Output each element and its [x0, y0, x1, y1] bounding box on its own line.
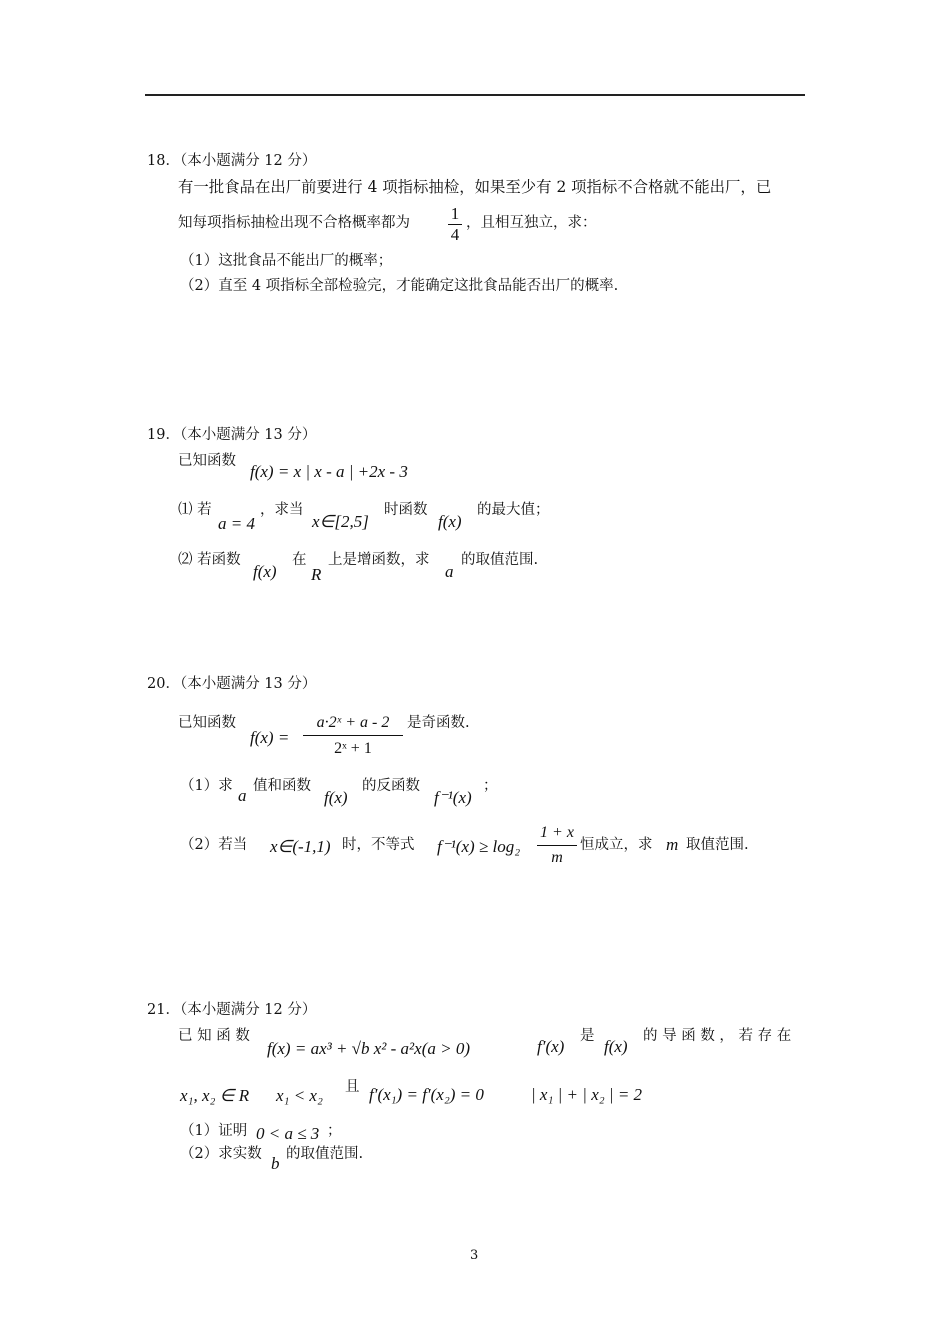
- q20-log-numerator: 1 + x: [537, 824, 577, 846]
- q20-part1-inverse: f⁻¹(x): [434, 788, 472, 807]
- q19-function: f(x) = x | x - a | +2x - 3: [250, 462, 408, 481]
- q20-part2-b: 时，不等式: [342, 837, 415, 853]
- q20-part2-c: 恒成立，求: [580, 837, 653, 853]
- q21-cond3: 且: [345, 1079, 360, 1095]
- q21-header: 21．（本小题满分 12 分）: [147, 1002, 317, 1018]
- q18-prob-num: 1: [448, 204, 462, 225]
- q20-log-denominator: m: [551, 849, 563, 866]
- q21-cond4: f′(x₁) = f′(x₂) = 0: [369, 1085, 484, 1104]
- q20-func-tail: 是奇函数.: [407, 715, 470, 731]
- q21-part1-b: ；: [327, 1123, 342, 1139]
- q19-part2-f: f(x): [253, 562, 277, 581]
- q19-part1-interval: x∈[2,5]: [312, 512, 369, 531]
- q21-part2-b: 的取值范围.: [286, 1146, 364, 1162]
- q18-line2-pre: 知每项指标抽检出现不合格概率都为: [178, 215, 410, 231]
- q21-derivative: f′(x): [537, 1037, 565, 1056]
- q20-function-fraction: [303, 714, 403, 758]
- top-rule: [145, 94, 805, 96]
- q21-mid2: 是: [580, 1028, 595, 1044]
- q19-part1-b: ，求当: [260, 502, 304, 518]
- q19-part1-c: 时函数: [384, 502, 428, 518]
- q20-part2-interval: x∈(-1,1): [270, 837, 331, 856]
- q21-part1-a: （1）证明: [180, 1123, 248, 1139]
- q21-cond2: x₁ < x₂: [276, 1086, 323, 1105]
- q20-func-numerator: a·2ˣ + a - 2: [303, 714, 403, 736]
- q20-func-denominator: 2ˣ + 1: [334, 740, 372, 757]
- q19-part1-value: a = 4: [218, 514, 255, 533]
- q21-cond5: | x₁ | + | x₂ | = 2: [531, 1085, 643, 1104]
- q21-part2-var: b: [271, 1154, 280, 1173]
- q20-log-fraction: [537, 824, 577, 867]
- q21-mid4: 的 导 函 数 ， 若 存 在: [643, 1028, 792, 1044]
- q19-part1-a: ⑴ 若: [178, 502, 212, 518]
- q18-prob-den: 4: [450, 225, 460, 244]
- q20-part2-d: 取值范围.: [686, 837, 749, 853]
- q19-part1-f: f(x): [438, 512, 462, 531]
- q20-header: 20．（本小题满分 13 分）: [147, 676, 317, 692]
- q21-function: f(x) = ax³ + √b x² - a²x(a > 0): [267, 1039, 470, 1058]
- q19-part2-d: 的取值范围.: [461, 552, 539, 568]
- q18-part1: （1）这批食品不能出厂的概率；: [180, 253, 393, 269]
- q20-part1-d: ；: [483, 778, 498, 794]
- q20-part2-var: m: [666, 835, 679, 854]
- q21-mid3: f(x): [604, 1037, 628, 1056]
- q20-part1-f: f(x): [324, 788, 348, 807]
- q19-intro: 已知函数: [178, 453, 236, 469]
- q20-part1-c: 的反函数: [362, 778, 420, 794]
- q19-header: 19．（本小题满分 13 分）: [147, 427, 317, 443]
- q20-part2-inequality: f⁻¹(x) ≥ log₂: [437, 837, 521, 856]
- q18-line2-post: ，且相互独立，求：: [466, 215, 597, 231]
- q20-part1-var: a: [238, 786, 247, 805]
- q21-cond1: x₁, x₂ ∈ R: [180, 1086, 250, 1105]
- q21-part2-a: （2）求实数: [180, 1146, 262, 1162]
- q20-func-lhs: f(x) =: [250, 728, 290, 747]
- q20-part2-a: （2）若当: [180, 837, 248, 853]
- q19-part2-var: a: [445, 562, 454, 581]
- q19-part2-R: R: [311, 565, 322, 584]
- q20-part1-b: 值和函数: [253, 778, 311, 794]
- q21-part1-inequality: 0 < a ≤ 3: [256, 1124, 320, 1143]
- q18-line1: 有一批食品在出厂前要进行 4 项指标抽检，如果至少有 2 项指标不合格就不能出厂，已: [178, 178, 772, 196]
- page-number: 3: [470, 1248, 479, 1263]
- q19-part2-b: 在: [292, 552, 307, 568]
- q20-intro: 已知函数: [178, 715, 236, 731]
- q19-part2-a: ⑵ 若函数: [178, 552, 241, 568]
- q19-part2-c: 上是增函数，求: [328, 552, 430, 568]
- q21-intro: 已 知 函 数: [178, 1028, 250, 1044]
- q18-part2: （2）直至 4 项指标全部检验完，才能确定这批食品能否出厂的概率.: [180, 278, 619, 294]
- q18-header: 18．（本小题满分 12 分）: [147, 153, 317, 169]
- q19-part1-d: 的最大值；: [477, 502, 550, 518]
- q20-part1-a: （1）求: [180, 778, 233, 794]
- q18-probability-fraction: [448, 204, 462, 245]
